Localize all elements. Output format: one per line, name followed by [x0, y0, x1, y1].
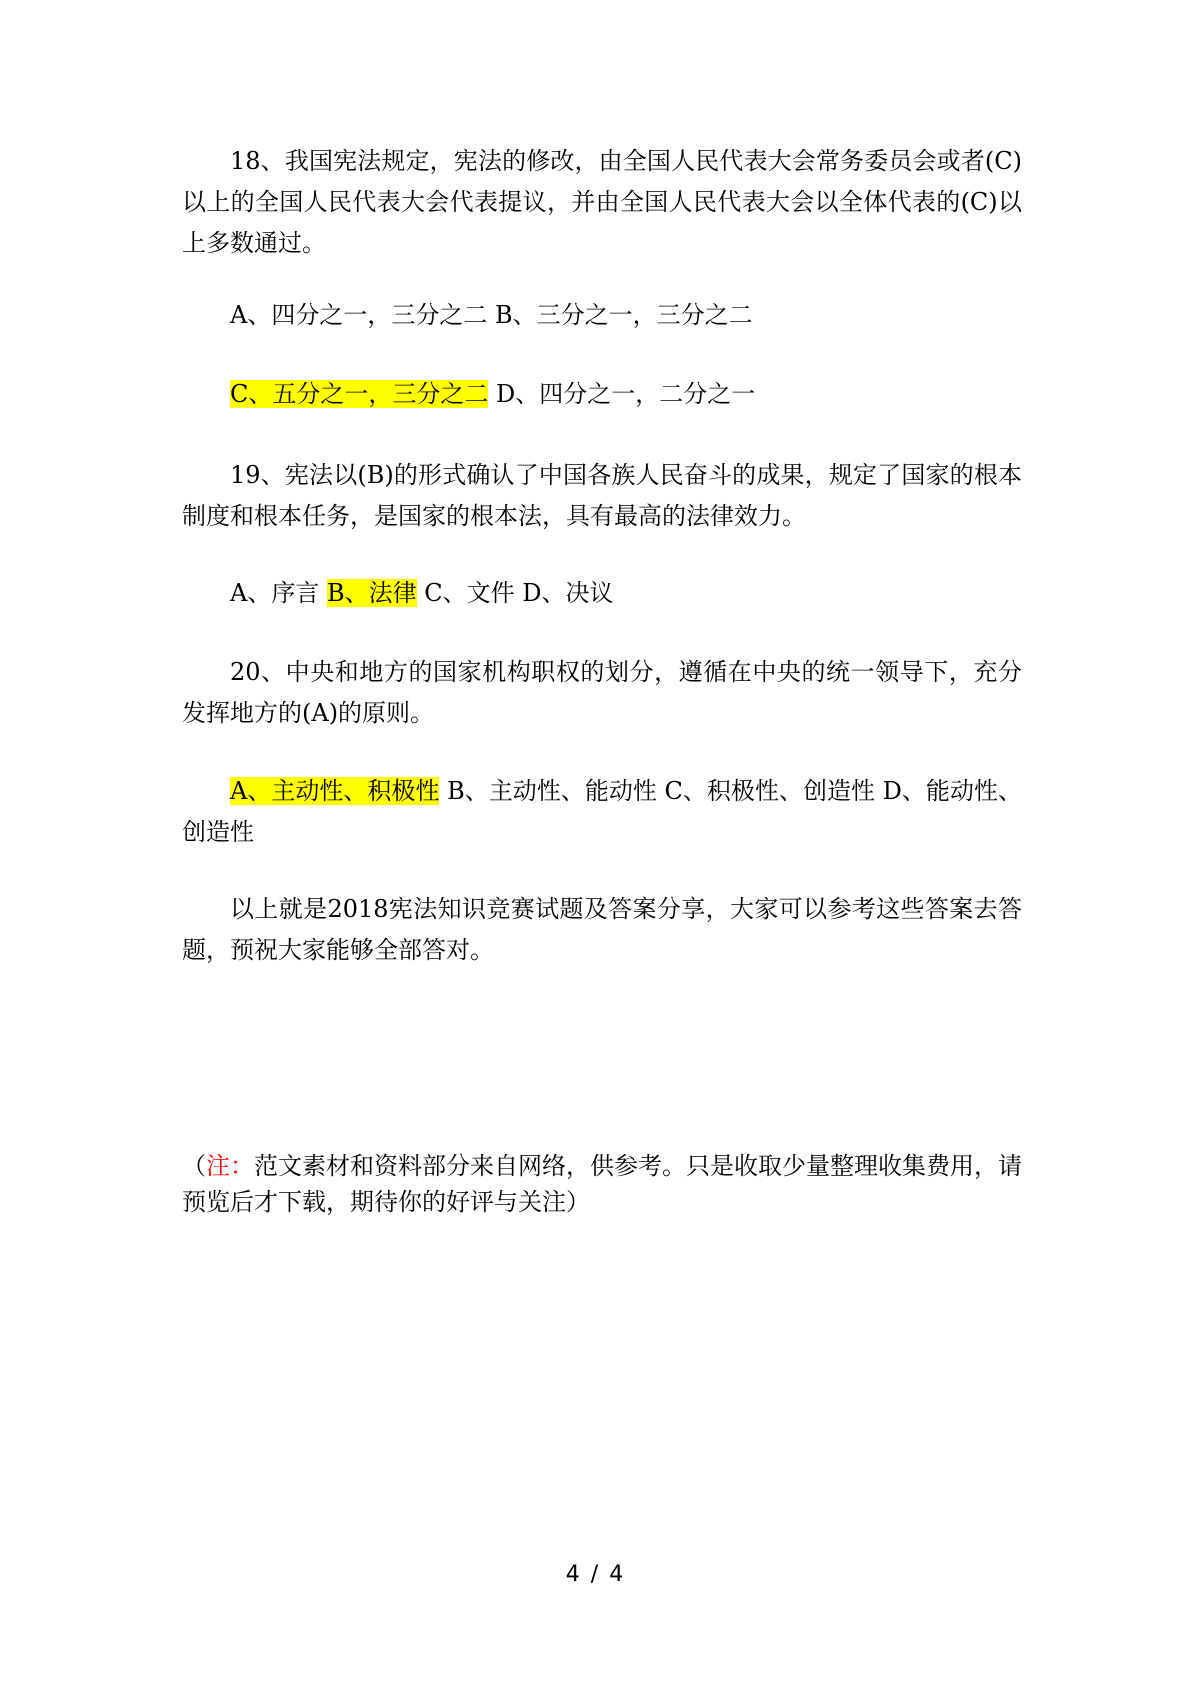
closing-paragraph — [182, 889, 1022, 971]
note-open-paren: （ — [182, 1152, 206, 1180]
question-19-text: 19、宪法以(B)的形式确认了中国各族人民奋斗的成果，规定了国家的根本制度和根本任务，是国家的根本法，具有最高的法律效力。 — [182, 461, 1022, 530]
question-19-options — [182, 573, 1022, 614]
page-number: 4 / 4 — [565, 1562, 626, 1587]
question-18-options-cd — [182, 374, 1022, 415]
question-20-answer-highlight: A、主动性、积极性 — [230, 777, 440, 805]
note-label: 注： — [206, 1152, 254, 1180]
closing-text: 以上就是2018宪法知识竞赛试题及答案分享，大家可以参考这些答案去答题，预祝大家能够全部答对。 — [182, 895, 1022, 964]
question-20 — [182, 652, 1022, 734]
note-text: 范文素材和资料部分来自网络，供参考。只是收取少量整理收集费用，请预览后才下载，期待你的好评与关注） — [182, 1152, 1022, 1216]
question-20-options-rest: B、主动性、能动性 C、积极性、创造性 D、能动性、创造性 — [182, 777, 1022, 846]
question-18-text: 18、我国宪法规定，宪法的修改，由全国人民代表大会常务委员会或者(C)以上的全国人民代表大会代表提议，并由全国人民代表大会以全体代表的(C)以上多数通过。 — [182, 147, 1022, 257]
question-18-option-d: D、四分之一，二分之一 — [488, 380, 756, 408]
question-19 — [182, 455, 1022, 537]
question-18 — [182, 141, 1022, 264]
question-20-options — [182, 771, 1022, 853]
question-19-answer-highlight: B、法律 — [326, 579, 417, 607]
question-20-text: 20、中央和地方的国家机构职权的划分，遵循在中央的统一领导下，充分发挥地方的(A)的原则。 — [182, 658, 1022, 727]
question-18-answer-highlight: C、五分之一，三分之二 — [230, 380, 489, 408]
note-paragraph — [182, 1148, 1022, 1220]
question-18-options-ab-text: A、四分之一，三分之二 B、三分之一，三分之二 — [230, 301, 753, 329]
question-18-options-ab — [182, 295, 1022, 336]
question-19-options-rest: C、文件 D、决议 — [416, 579, 614, 607]
question-19-option-a: A、序言 — [230, 579, 327, 607]
